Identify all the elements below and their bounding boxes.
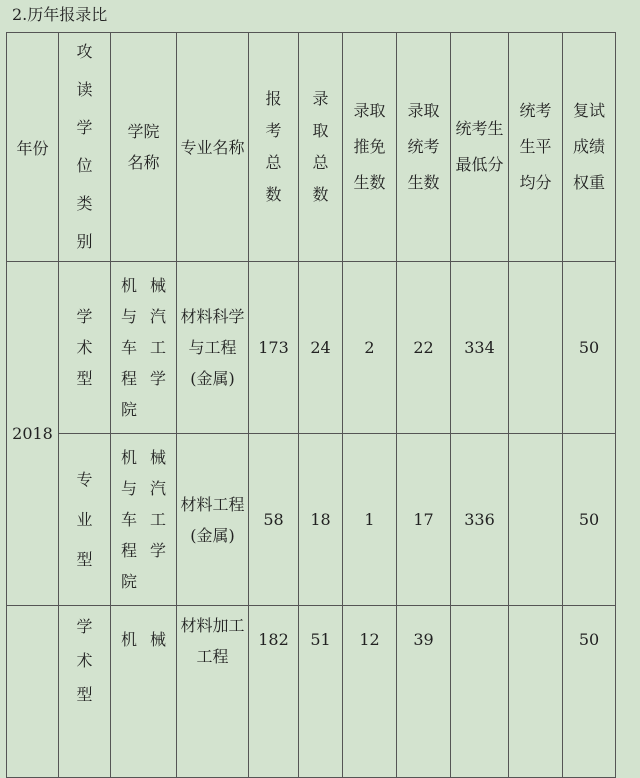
cell-college xyxy=(111,262,177,434)
cell-avg-score xyxy=(509,606,563,778)
college-text: 机 械 与 汽 车 工 程 学 院 xyxy=(121,276,166,419)
cell-exam-admitted: 39 xyxy=(397,606,451,778)
cell-exempt: 2 xyxy=(343,262,397,434)
header-avg-score: 统考生平均分 xyxy=(509,33,563,262)
cell-avg-score xyxy=(509,434,563,606)
cell-year xyxy=(7,606,59,778)
header-applicants: 报考总数 xyxy=(249,33,299,262)
cell-applicants: 173 xyxy=(249,262,299,434)
college-text: 机 械 与 汽 车 工 程 学 院 xyxy=(121,448,166,591)
cell-min-score: 336 xyxy=(451,434,509,606)
header-year: 年份 xyxy=(7,33,59,262)
header-min-score: 统考生最低分 xyxy=(451,33,509,262)
header-exempt: 录取推免生数 xyxy=(343,33,397,262)
header-college: 学院名称 xyxy=(111,33,177,262)
admission-ratio-table xyxy=(6,32,616,778)
header-retest-weight: 复试成绩权重 xyxy=(563,33,616,262)
cell-retest-weight: 50 xyxy=(563,262,616,434)
header-major: 专业名称 xyxy=(177,33,249,262)
table-header-row xyxy=(7,33,616,262)
cell-admitted: 18 xyxy=(299,434,343,606)
cell-avg-score xyxy=(509,262,563,434)
college-text: 机 械 xyxy=(121,630,166,649)
cell-min-score xyxy=(451,606,509,778)
header-exam-admitted: 录取统考生数 xyxy=(397,33,451,262)
cell-applicants: 182 xyxy=(249,606,299,778)
cell-college xyxy=(111,606,177,778)
cell-college xyxy=(111,434,177,606)
cell-degree-type: 学术型 xyxy=(59,606,111,778)
cell-applicants: 58 xyxy=(249,434,299,606)
table-row xyxy=(7,606,616,778)
cell-admitted: 51 xyxy=(299,606,343,778)
cell-year: 2018 xyxy=(7,262,59,606)
cell-retest-weight: 50 xyxy=(563,434,616,606)
cell-retest-weight: 50 xyxy=(563,606,616,778)
section-title: 2.历年报录比 xyxy=(12,5,108,24)
table-row xyxy=(7,434,616,606)
cell-degree-type: 学术型 xyxy=(59,262,111,434)
cell-major: 材料科学与工程(金属) xyxy=(177,262,249,434)
cell-major: 材料工程(金属) xyxy=(177,434,249,606)
cell-exempt: 1 xyxy=(343,434,397,606)
cell-exempt: 12 xyxy=(343,606,397,778)
cell-admitted: 24 xyxy=(299,262,343,434)
cell-exam-admitted: 17 xyxy=(397,434,451,606)
cell-major: 材料加工工程 xyxy=(177,606,249,778)
cell-min-score: 334 xyxy=(451,262,509,434)
header-degree-type: 攻读学位类别 xyxy=(59,33,111,262)
cell-degree-type: 专业型 xyxy=(59,434,111,606)
header-admitted: 录取总数 xyxy=(299,33,343,262)
table-row xyxy=(7,262,616,434)
cell-exam-admitted: 22 xyxy=(397,262,451,434)
